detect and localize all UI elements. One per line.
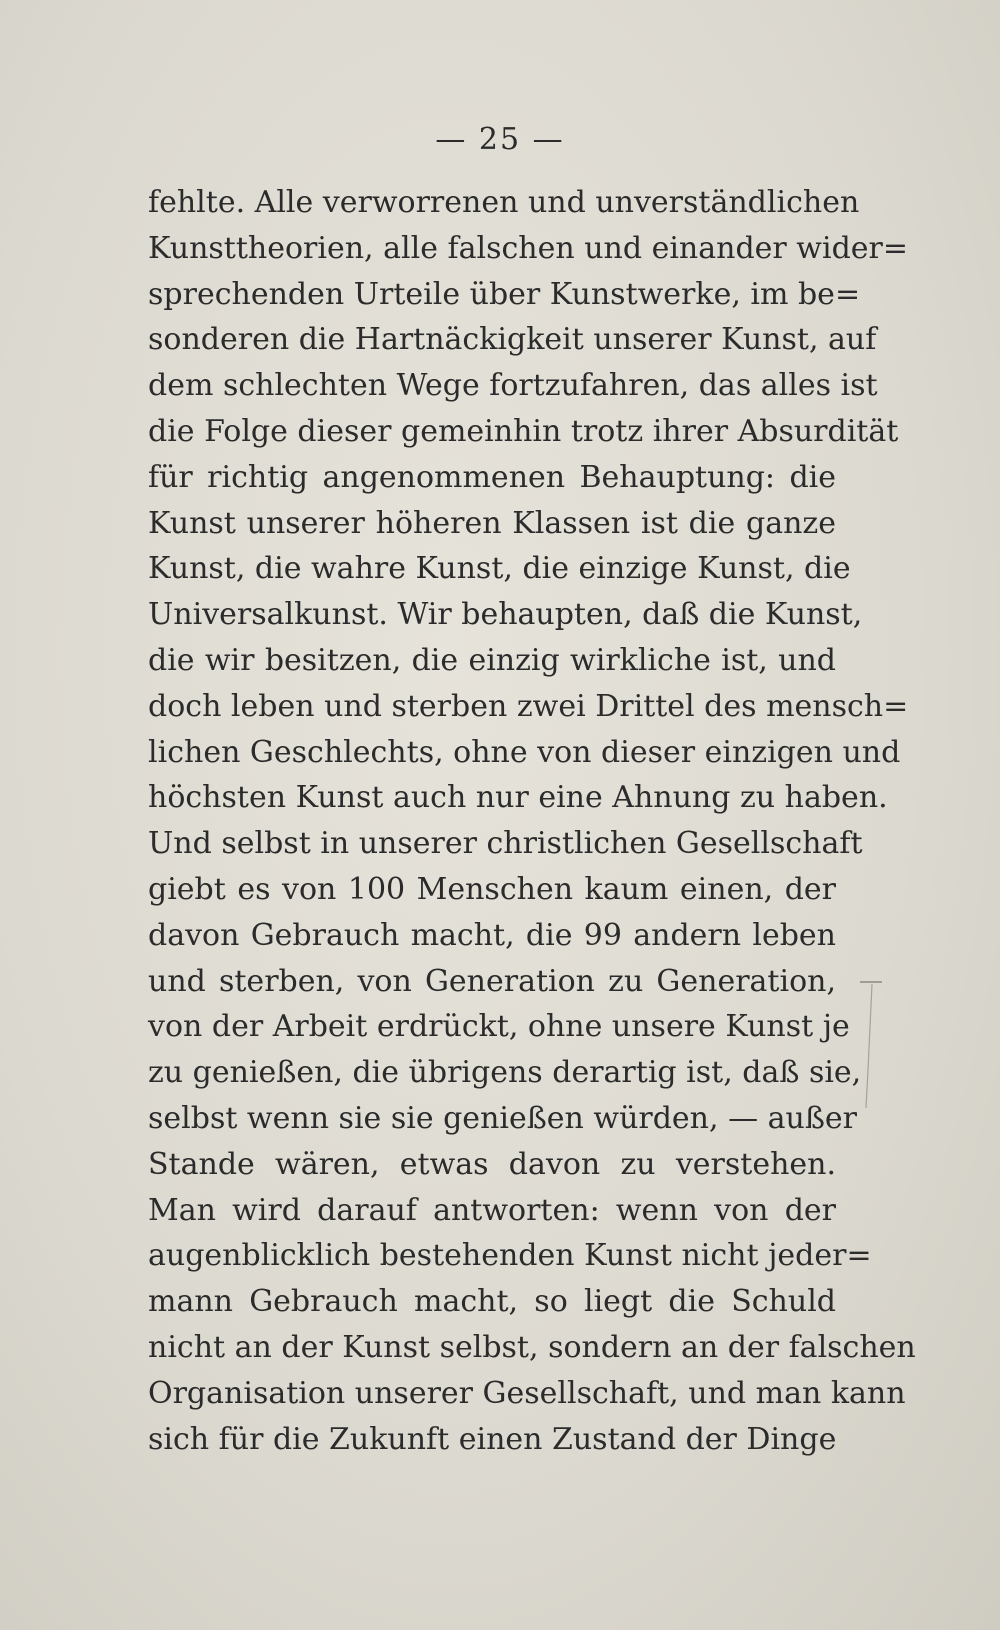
text-line: von der Arbeit erdrückt, ohne unsere Kunst je bbox=[148, 1009, 850, 1045]
text-line: und sterben, von Generation zu Generation, bbox=[148, 963, 836, 999]
text-line: die Folge dieser gemeinhin trotz ihrer Absurdität bbox=[148, 413, 899, 449]
text-line: Kunsttheorien, alle falschen und einander wider= bbox=[148, 230, 909, 266]
text-line: höchsten Kunst auch nur eine Ahnung zu haben. bbox=[148, 780, 888, 816]
page-number: — 25 — bbox=[435, 122, 565, 157]
text-line: fehlte. Alle verworrenen und unverständlichen bbox=[148, 185, 860, 220]
text-line: zu genießen, die übrigens derartig ist, daß sie, bbox=[148, 1055, 862, 1091]
body-text bbox=[148, 180, 916, 1462]
text-line: davon Gebrauch macht, die 99 andern leben bbox=[148, 917, 836, 953]
margin-pencil-mark bbox=[858, 980, 884, 1110]
text-line: für richtig angenommenen Behauptung: die bbox=[148, 459, 836, 495]
text-line: sprechenden Urteile über Kunstwerke, im be= bbox=[148, 276, 861, 312]
text-line: lichen Geschlechts, ohne von dieser einzigen und bbox=[148, 734, 901, 770]
text-line: Universalkunst. Wir behaupten, daß die Kunst, bbox=[148, 597, 863, 633]
text-line: sonderen die Hartnäckigkeit unserer Kunst, auf bbox=[148, 322, 877, 358]
text-line: Und selbst in unserer christlichen Gesellschaft bbox=[148, 826, 863, 862]
text-line: Organisation unserer Gesellschaft, und man kann bbox=[148, 1375, 906, 1411]
text-line: Stande wären, etwas davon zu verstehen. bbox=[148, 1146, 836, 1182]
text-line: Kunst unserer höheren Klassen ist die ganze bbox=[148, 505, 836, 541]
text-line: dem schlechten Wege fortzufahren, das alles ist bbox=[148, 368, 878, 404]
text-line: augenblicklich bestehenden Kunst nicht jeder= bbox=[148, 1238, 872, 1274]
text-line: doch leben und sterben zwei Drittel des mensch= bbox=[148, 688, 909, 724]
text-line: sich für die Zukunft einen Zustand der Dinge bbox=[148, 1421, 837, 1457]
text-line: Kunst, die wahre Kunst, die einzige Kunst, die bbox=[148, 551, 851, 587]
text-line: giebt es von 100 Menschen kaum einen, der bbox=[148, 871, 836, 907]
text-line: mann Gebrauch macht, so liegt die Schuld bbox=[148, 1284, 836, 1320]
text-line: die wir besitzen, die einzig wirkliche ist, und bbox=[148, 642, 836, 678]
text-line: selbst wenn sie sie genießen würden, — außer bbox=[148, 1100, 857, 1136]
text-line: Man wird darauf antworten: wenn von der bbox=[148, 1192, 836, 1228]
text-line: nicht an der Kunst selbst, sondern an der falschen bbox=[148, 1329, 916, 1365]
